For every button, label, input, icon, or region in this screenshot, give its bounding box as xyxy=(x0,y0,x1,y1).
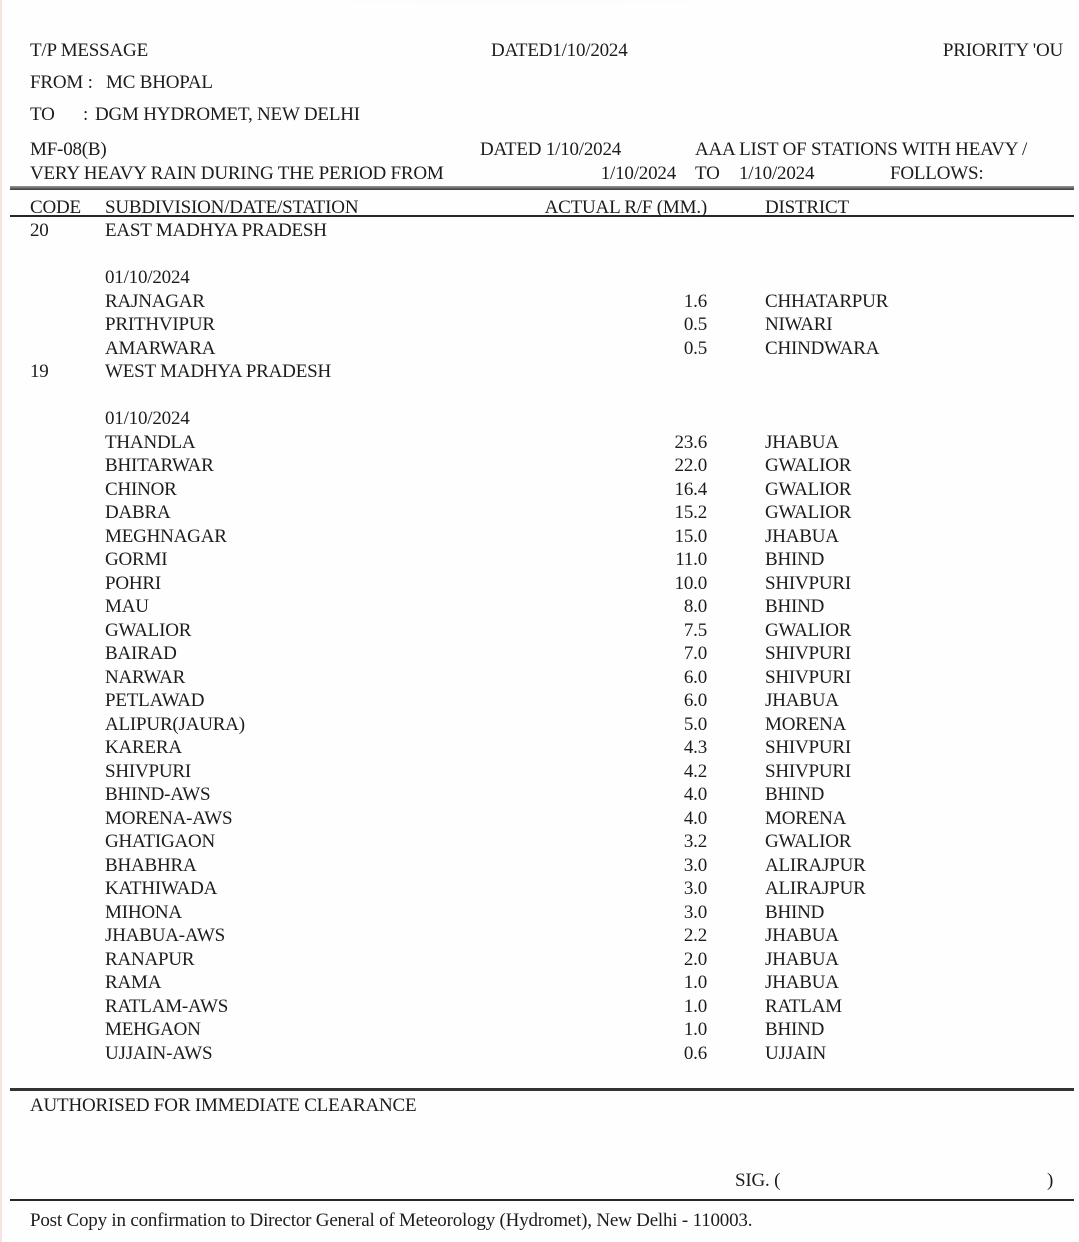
station-cell: 01/10/2024 xyxy=(105,267,190,288)
station-row xyxy=(2,830,1079,854)
to-label: TO xyxy=(30,104,55,125)
blank-row xyxy=(2,384,1079,408)
rainfall-cell: 15.0 xyxy=(674,525,707,547)
rainfall-cell: 7.0 xyxy=(683,643,707,664)
station-row xyxy=(2,548,1079,572)
date-row xyxy=(2,407,1079,431)
station-cell: POHRI xyxy=(105,572,162,594)
tp-message-label: T/P MESSAGE xyxy=(30,40,148,61)
subdivision-row xyxy=(2,219,1079,243)
divider-above-postcopy xyxy=(10,1199,1074,1201)
station-cell: MEHGAON xyxy=(105,1019,201,1040)
district-cell: SHIVPURI xyxy=(765,666,852,688)
rainfall-cell: 22.0 xyxy=(674,455,707,476)
station-cell: MORENA-AWS xyxy=(105,807,233,829)
district-cell: GWALIOR xyxy=(765,502,852,523)
station-cell: KATHIWADA xyxy=(105,878,218,899)
station-row xyxy=(2,290,1079,314)
station-row xyxy=(2,854,1079,878)
station-row xyxy=(2,971,1079,995)
column-header-code: CODE xyxy=(30,197,81,218)
code-cell: 20 xyxy=(30,220,49,241)
station-cell: 01/10/2024 xyxy=(105,408,190,429)
station-cell: JHABUA-AWS xyxy=(105,925,225,946)
station-cell: MAU xyxy=(105,596,149,617)
column-header-rainfall: ACTUAL R/F (MM.) xyxy=(544,197,707,218)
rainfall-cell: 23.6 xyxy=(674,431,707,453)
rainfall-cell: 11.0 xyxy=(675,549,707,570)
station-row xyxy=(2,1042,1079,1066)
district-cell: SHIVPURI xyxy=(765,572,852,594)
station-row xyxy=(2,619,1079,643)
rainfall-cell: 4.0 xyxy=(683,784,707,805)
station-row xyxy=(2,783,1079,807)
table-body xyxy=(2,219,1079,1065)
station-row xyxy=(2,995,1079,1019)
station-cell: DABRA xyxy=(105,502,171,523)
station-row xyxy=(2,642,1079,666)
signature-open: SIG. ( xyxy=(735,1170,781,1191)
rainfall-cell: 1.0 xyxy=(683,1019,707,1040)
station-row xyxy=(2,501,1079,525)
district-cell: GWALIOR xyxy=(765,619,852,641)
rainfall-cell: 8.0 xyxy=(683,596,707,617)
to-value: DGM HYDROMET, NEW DELHI xyxy=(95,104,360,125)
district-cell: BHIND xyxy=(765,784,825,805)
district-cell: JHABUA xyxy=(765,948,839,970)
station-row xyxy=(2,595,1079,619)
station-cell: SHIVPURI xyxy=(105,760,192,782)
to-colon: : xyxy=(83,104,89,125)
rainfall-cell: 3.0 xyxy=(683,901,707,923)
station-row xyxy=(2,760,1079,784)
district-cell: SHIVPURI xyxy=(765,643,852,664)
district-cell: BHIND xyxy=(765,1019,825,1040)
rainfall-cell: 1.6 xyxy=(683,290,707,312)
station-cell: RAJNAGAR xyxy=(105,290,205,312)
station-cell: PETLAWAD xyxy=(105,690,205,711)
station-row xyxy=(2,313,1079,337)
district-cell: JHABUA xyxy=(765,972,839,993)
station-cell: BHABHRA xyxy=(105,854,197,876)
station-row xyxy=(2,736,1079,760)
station-row xyxy=(2,713,1079,737)
blank-row xyxy=(2,243,1079,267)
priority-label: PRIORITY 'OU xyxy=(942,40,1063,61)
station-cell: EAST MADHYA PRADESH xyxy=(105,220,327,241)
rainfall-cell: 1.0 xyxy=(683,972,707,993)
district-cell: BHIND xyxy=(765,549,825,570)
district-cell: ALIRAJPUR xyxy=(765,878,866,899)
rainfall-cell: 0.6 xyxy=(683,1042,707,1064)
station-cell: RAMA xyxy=(105,972,162,993)
clearance-statement: AUTHORISED FOR IMMEDIATE CLEARANCE xyxy=(30,1095,417,1116)
rainfall-cell: 10.0 xyxy=(674,572,707,594)
station-row xyxy=(2,1018,1079,1042)
rainfall-cell: 0.5 xyxy=(683,337,707,359)
station-row xyxy=(2,454,1079,478)
station-cell: KARERA xyxy=(105,737,182,758)
station-row xyxy=(2,525,1079,549)
rainfall-cell: 6.0 xyxy=(683,690,707,711)
district-cell: JHABUA xyxy=(765,525,839,547)
district-cell: JHABUA xyxy=(765,431,839,453)
station-cell: NARWAR xyxy=(105,666,186,688)
station-row xyxy=(2,337,1079,361)
district-cell: JHABUA xyxy=(765,690,839,711)
rainfall-cell: 2.2 xyxy=(683,925,707,946)
district-cell: ALIRAJPUR xyxy=(765,854,866,876)
station-row xyxy=(2,948,1079,972)
dated-top: DATED1/10/2024 xyxy=(491,40,628,61)
station-cell: UJJAIN-AWS xyxy=(105,1042,213,1064)
station-cell: MEGHNAGAR xyxy=(105,525,227,547)
scan-shading xyxy=(2,0,1079,34)
from-label: FROM : xyxy=(30,72,93,93)
date-row xyxy=(2,266,1079,290)
station-row xyxy=(2,572,1079,596)
subject-line2: VERY HEAVY RAIN DURING THE PERIOD FROM xyxy=(30,163,444,184)
rainfall-cell: 4.0 xyxy=(683,807,707,829)
rainfall-cell: 15.2 xyxy=(674,502,707,523)
station-cell: GORMI xyxy=(105,549,168,570)
period-to: 1/10/2024 xyxy=(739,163,815,184)
station-cell: BAIRAD xyxy=(105,643,177,664)
station-cell: GHATIGAON xyxy=(105,831,216,852)
signature-close: ) xyxy=(1047,1170,1054,1191)
district-cell: CHINDWARA xyxy=(765,337,880,359)
district-cell: GWALIOR xyxy=(765,455,852,476)
rainfall-cell: 5.0 xyxy=(683,713,707,735)
district-cell: RATLAM xyxy=(765,995,842,1017)
rainfall-cell: 6.0 xyxy=(683,666,707,688)
station-row xyxy=(2,877,1079,901)
rainfall-cell: 3.2 xyxy=(683,831,707,852)
period-to-word: TO xyxy=(695,163,720,184)
district-cell: MORENA xyxy=(765,807,847,829)
station-cell: AMARWARA xyxy=(105,337,216,359)
rainfall-cell: 4.2 xyxy=(683,760,707,782)
station-cell: GWALIOR xyxy=(105,619,192,641)
rainfall-cell: 0.5 xyxy=(683,314,707,335)
column-header-subdivision: SUBDIVISION/DATE/STATION xyxy=(105,197,359,218)
station-cell: THANDLA xyxy=(105,431,196,453)
post-copy-note: Post Copy in confirmation to Director General of Meteorology (Hydromet), New Delhi - 110003. xyxy=(30,1210,753,1231)
form-number: MF-08(B) xyxy=(30,139,107,160)
district-cell: SHIVPURI xyxy=(765,760,852,782)
rainfall-cell: 1.0 xyxy=(683,995,707,1017)
follows-label: FOLLOWS: xyxy=(890,163,984,184)
district-cell: MORENA xyxy=(765,713,847,735)
district-cell: BHIND xyxy=(765,901,825,923)
station-cell: RANAPUR xyxy=(105,948,195,970)
rainfall-cell: 4.3 xyxy=(683,737,707,758)
list-heading: AAA LIST OF STATIONS WITH HEAVY / xyxy=(695,139,1028,160)
code-cell: 19 xyxy=(30,361,49,382)
station-row xyxy=(2,689,1079,713)
station-row xyxy=(2,924,1079,948)
station-cell: PRITHVIPUR xyxy=(105,314,215,335)
station-row xyxy=(2,431,1079,455)
district-cell: CHHATARPUR xyxy=(765,290,889,312)
rainfall-cell: 3.0 xyxy=(683,854,707,876)
subdivision-row xyxy=(2,360,1079,384)
station-row xyxy=(2,666,1079,690)
district-cell: GWALIOR xyxy=(765,831,852,852)
rainfall-cell: 3.0 xyxy=(683,878,707,899)
rainfall-cell: 2.0 xyxy=(683,948,707,970)
dated-subject: DATED 1/10/2024 xyxy=(480,139,622,160)
district-cell: UJJAIN xyxy=(765,1042,827,1064)
station-cell: MIHONA xyxy=(105,901,182,923)
column-header-district: DISTRICT xyxy=(765,197,849,218)
station-cell: WEST MADHYA PRADESH xyxy=(105,361,331,382)
district-cell: BHIND xyxy=(765,596,825,617)
station-cell: BHIND-AWS xyxy=(105,784,211,805)
rainfall-cell: 7.5 xyxy=(683,619,707,641)
district-cell: NIWARI xyxy=(765,314,833,335)
district-cell: GWALIOR xyxy=(765,478,852,500)
station-row xyxy=(2,901,1079,925)
district-cell: JHABUA xyxy=(765,925,839,946)
table-header-row xyxy=(2,196,1079,219)
rainfall-cell: 16.4 xyxy=(674,478,707,500)
station-cell: RATLAM-AWS xyxy=(105,995,229,1017)
station-cell: ALIPUR(JAURA) xyxy=(105,713,245,735)
station-row xyxy=(2,807,1079,831)
district-cell: SHIVPURI xyxy=(765,737,852,758)
station-cell: CHINOR xyxy=(105,478,177,500)
from-value: MC BHOPAL xyxy=(106,72,213,93)
station-cell: BHITARWAR xyxy=(105,455,214,476)
station-row xyxy=(2,478,1079,502)
divider-above-clearance xyxy=(10,1088,1074,1091)
period-from: 1/10/2024 xyxy=(600,163,676,184)
divider-top-thick xyxy=(10,186,1074,190)
